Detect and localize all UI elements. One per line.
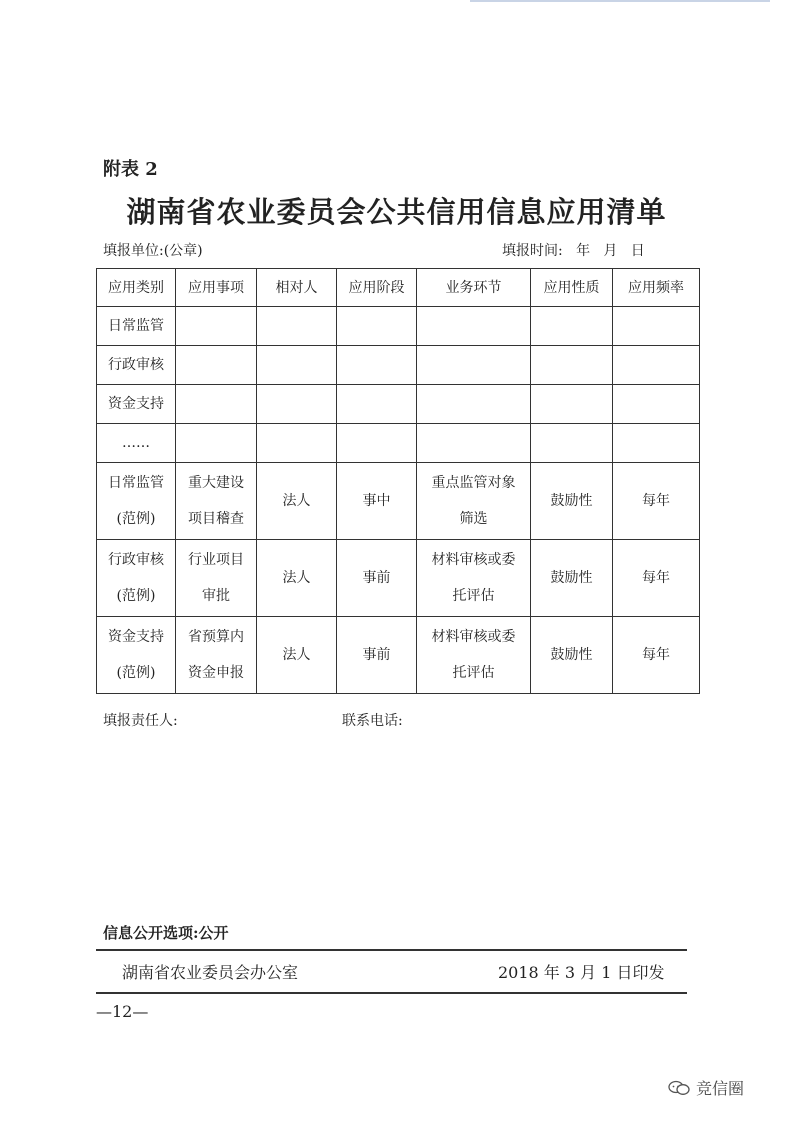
example-tag: (范例) (116, 588, 156, 604)
blank-cell (257, 424, 337, 463)
disclosure-option: 信息公开选项:公开 (103, 924, 229, 942)
blank-cell (337, 307, 417, 346)
page-number: —12— (96, 1002, 149, 1021)
blank-cell (176, 424, 257, 463)
blank-cell (337, 346, 417, 385)
example-tag: (范例) (116, 665, 156, 681)
blank-cell (613, 385, 700, 424)
link-line: 托评估 (452, 665, 495, 681)
reporting-time: 填报时间: 年 月 日 (502, 243, 645, 259)
blank-cell (337, 385, 417, 424)
header-cell: 应用性质 (531, 269, 613, 307)
document-title: 湖南省农业委员会公共信用信息应用清单 (126, 195, 667, 229)
header-cell: 应用阶段 (337, 269, 417, 307)
divider (96, 992, 687, 994)
category-cell: …… (97, 424, 176, 463)
chat-bubble-icon (668, 1080, 690, 1096)
blank-cell (531, 424, 613, 463)
attachment-label: 附表 2 (103, 159, 158, 180)
item-line: 项目稽查 (188, 511, 244, 527)
party-cell: 法人 (257, 540, 337, 617)
stage-cell: 事中 (337, 463, 417, 540)
item-line: 行业项目 (188, 552, 244, 568)
category-line: 行政审核 (108, 552, 164, 568)
blank-cell (417, 424, 531, 463)
frequency-cell: 每年 (613, 540, 700, 617)
link-line: 材料审核或委 (431, 552, 516, 568)
nature-cell: 鼓励性 (531, 617, 613, 694)
item-cell (176, 463, 257, 540)
stage-cell: 事前 (337, 540, 417, 617)
table-row (97, 424, 700, 463)
example-row (97, 540, 700, 617)
nature-cell: 鼓励性 (531, 463, 613, 540)
category-cell: 行政审核 (97, 346, 176, 385)
blank-cell (176, 307, 257, 346)
category-cell: 日常监管 (97, 307, 176, 346)
blank-cell (531, 307, 613, 346)
blank-cell (417, 307, 531, 346)
issuer: 湖南省农业委员会办公室 (122, 963, 299, 982)
example-row (97, 617, 700, 694)
reporting-unit: 填报单位:(公章) (103, 243, 203, 259)
blank-cell (531, 385, 613, 424)
watermark (668, 1076, 744, 1099)
blank-cell (613, 307, 700, 346)
table-header-row (97, 269, 700, 307)
blank-cell (417, 385, 531, 424)
blank-cell (257, 385, 337, 424)
link-line: 筛选 (459, 511, 488, 527)
blank-cell (613, 346, 700, 385)
party-cell: 法人 (257, 463, 337, 540)
category-cell (97, 463, 176, 540)
contact-phone-label: 联系电话: (342, 713, 403, 729)
frequency-cell: 每年 (613, 617, 700, 694)
category-line: 资金支持 (108, 629, 164, 645)
nature-cell: 鼓励性 (531, 540, 613, 617)
party-cell: 法人 (257, 617, 337, 694)
blank-cell (531, 346, 613, 385)
header-cell: 业务环节 (417, 269, 531, 307)
blank-cell (176, 346, 257, 385)
table-row (97, 346, 700, 385)
credit-application-table (96, 268, 700, 694)
blank-cell (257, 307, 337, 346)
table-row (97, 307, 700, 346)
link-line: 重点监管对象 (431, 475, 516, 491)
item-cell (176, 617, 257, 694)
category-cell (97, 617, 176, 694)
category-cell (97, 540, 176, 617)
category-cell: 资金支持 (97, 385, 176, 424)
example-tag: (范例) (116, 511, 156, 527)
blank-cell (613, 424, 700, 463)
frequency-cell: 每年 (613, 463, 700, 540)
blank-cell (176, 385, 257, 424)
blank-cell (417, 346, 531, 385)
category-line: 日常监管 (108, 475, 164, 491)
header-cell: 应用类别 (97, 269, 176, 307)
item-cell (176, 540, 257, 617)
table-row (97, 385, 700, 424)
blank-cell (257, 346, 337, 385)
issue-date: 2018 年 3 月 1 日印发 (498, 963, 665, 982)
item-line: 重大建设 (188, 475, 244, 491)
example-row (97, 463, 700, 540)
link-cell (417, 617, 531, 694)
scan-edge-line (470, 0, 770, 2)
divider (96, 949, 687, 951)
item-line: 资金申报 (188, 665, 244, 681)
link-line: 托评估 (452, 588, 495, 604)
item-line: 省预算内 (188, 629, 244, 645)
header-cell: 应用事项 (176, 269, 257, 307)
blank-cell (337, 424, 417, 463)
link-line: 材料审核或委 (431, 629, 516, 645)
stage-cell: 事前 (337, 617, 417, 694)
link-cell (417, 540, 531, 617)
header-cell: 相对人 (257, 269, 337, 307)
responsible-person-label: 填报责任人: (103, 713, 178, 729)
header-cell: 应用频率 (613, 269, 700, 307)
link-cell (417, 463, 531, 540)
watermark-text: 竞信圈 (696, 1079, 745, 1098)
item-line: 审批 (202, 588, 230, 604)
